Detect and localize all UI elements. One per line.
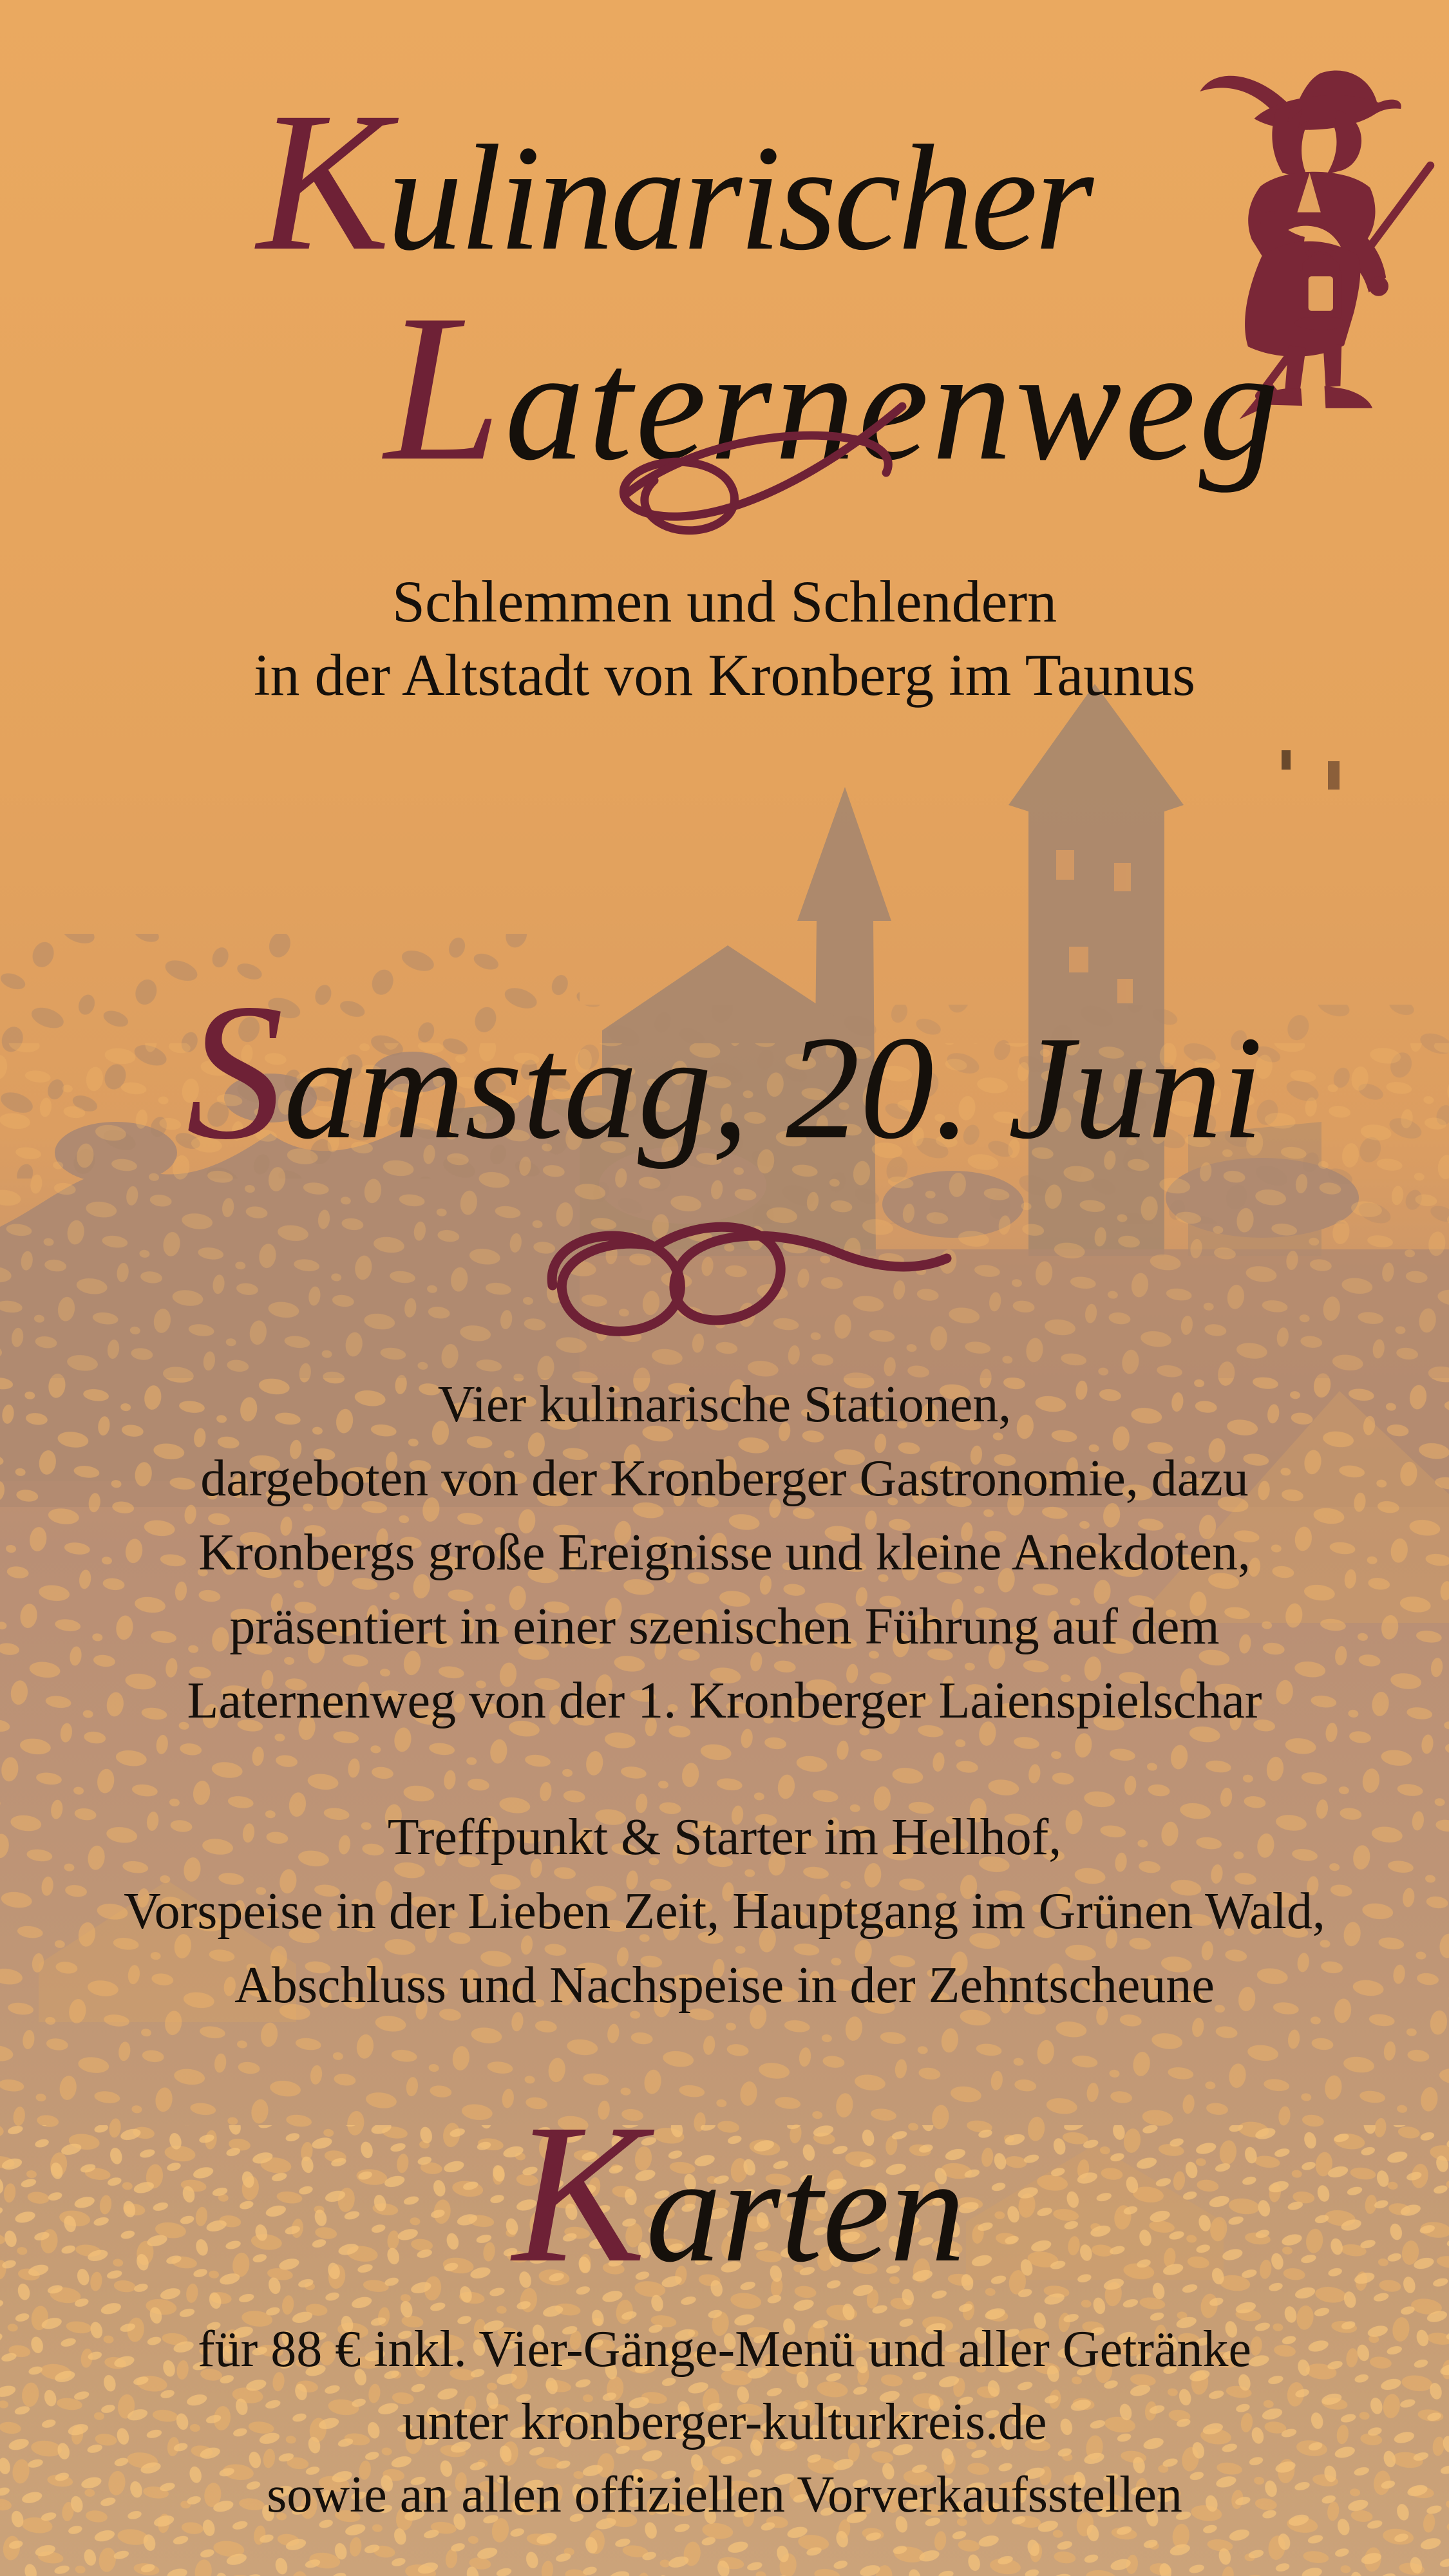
tickets-line: sowie an allen offiziellen Vorverkaufsstellen <box>267 2467 1182 2523</box>
tickets-info <box>0 2313 1449 2532</box>
description-line: präsentiert in einer szenischen Führung auf dem <box>229 1598 1220 1655</box>
description-line: Laternenweg von der 1. Kronberger Laienspielschar <box>187 1672 1262 1729</box>
date-text: amstag, 20. Juni <box>283 1005 1264 1170</box>
description-line: Kronbergs große Ereignisse und kleine Anekdoten, <box>198 1524 1251 1581</box>
date-initial: S <box>185 963 284 1180</box>
title-initial: K <box>256 71 388 292</box>
tickets-line: für 88 € inkl. Vier-Gänge-Menü und aller Getränke <box>197 2321 1251 2378</box>
stations-line: Vorspeise in der Lieben Zeit, Hauptgang im Grünen Wald, <box>124 1883 1325 1940</box>
tickets-heading <box>513 2083 965 2304</box>
description-line: Vier kulinarische Stationen, <box>437 1376 1012 1433</box>
tickets-text: arten <box>645 2126 965 2293</box>
event-description <box>0 1368 1449 1738</box>
hand <box>1368 276 1388 296</box>
lantern-base <box>1295 316 1347 330</box>
subtitle-line2: in der Altstadt von Kronberg im Taunus <box>253 642 1196 708</box>
description-line: dargeboten von der Kronberger Gastronomie, dazu <box>200 1450 1249 1507</box>
title-text: ulinarischer <box>387 114 1091 281</box>
date-flourish <box>507 1202 958 1359</box>
tickets-initial: K <box>513 2083 646 2304</box>
stations-line: Abschluss und Nachspeise in der Zehntscheune <box>234 1957 1215 2014</box>
tickets-line: unter kronberger-kulturkreis.de <box>402 2394 1047 2450</box>
title-flourish <box>551 390 912 551</box>
boot-right <box>1325 386 1373 408</box>
stations-line: Treffpunkt & Starter im Hellhof, <box>387 1809 1062 1866</box>
lantern-glass <box>1309 276 1333 311</box>
event-date <box>185 963 1264 1180</box>
title-initial: L <box>384 270 505 504</box>
title-text: aternenweg <box>504 316 1282 493</box>
stations-info <box>0 1801 1449 2023</box>
subtitle-line1: Schlemmen und Schlendern <box>392 569 1057 634</box>
poster-title-line1 <box>256 71 1091 292</box>
